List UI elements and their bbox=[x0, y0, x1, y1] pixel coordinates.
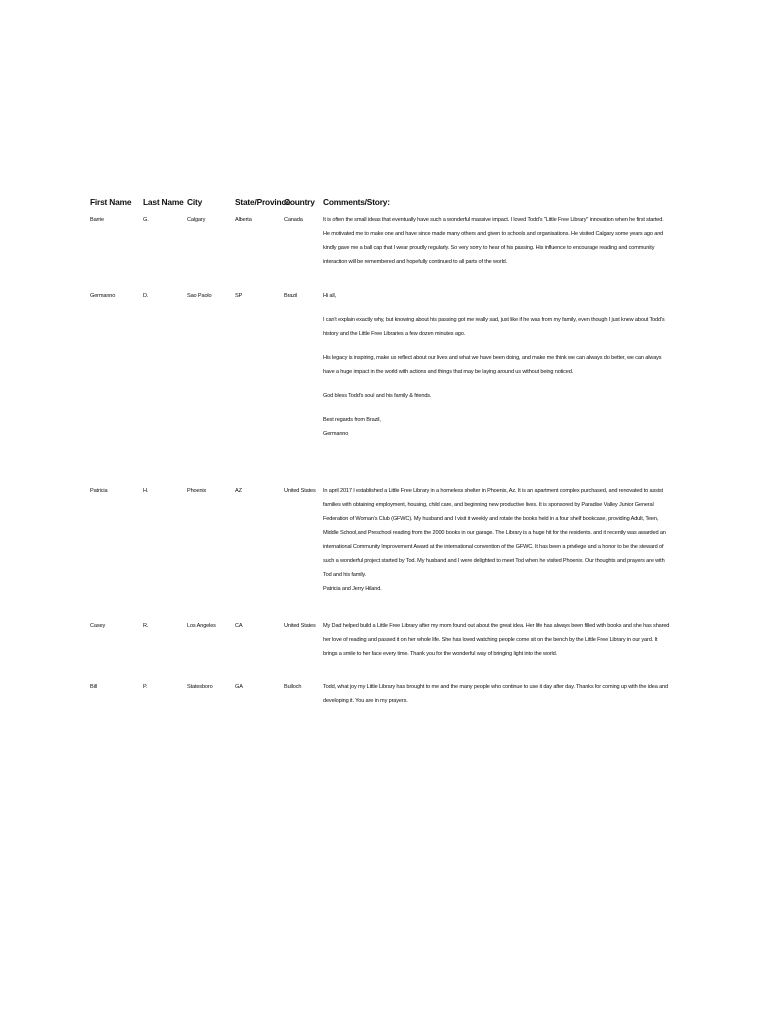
cell-state: SP bbox=[235, 293, 243, 299]
cell-comment bbox=[323, 289, 670, 441]
table-row bbox=[90, 680, 670, 720]
comment-paragraph: My Dad helped build a Little Free Library after my mom found out about the great idea. Her life has always been filled with books and she has shared her love of reading and passed it on her whole life. She has loved watching people come sit on the bench by the Little Free Library in our yard. It brings a smile to her face every time. Thank you for the wonderful way of bringing light into the world. bbox=[323, 623, 670, 657]
cell-country: Bulloch bbox=[284, 684, 302, 690]
cell-city: Calgary bbox=[187, 217, 206, 223]
cell-comment bbox=[323, 213, 670, 269]
cell-country: United States bbox=[284, 623, 316, 629]
comment-paragraph: I can't explain exactly why, but knowing about his passing got me really sad, just like if he was from my family, even though I just knew about Todd's history and the Little Free Libraries a few dozen minutes ago. bbox=[323, 317, 665, 337]
header-first-name: First Name bbox=[90, 197, 132, 207]
cell-last-name: D. bbox=[143, 293, 149, 299]
cell-comment bbox=[323, 484, 670, 596]
cell-state: CA bbox=[235, 623, 243, 629]
cell-country: Canada bbox=[284, 217, 303, 223]
comment-paragraph: God bless Todd's soul and his family & friends. bbox=[323, 393, 432, 399]
comment-paragraph: It is often the small ideas that eventually have such a wonderful massive impact. I loved Todd's "Little Free Library" innovation when he first started. He motivated me to make one and have since made many others and given to schools and organisations. He visited Calgary some years ago and kindly gave me a ball cap that I wear proudly regularly. So very sorry to hear of his passing. His influence to encourage reading and community interaction will be remembered and hopefully continued to all parts of the world. bbox=[323, 217, 664, 265]
cell-city: Statesboro bbox=[187, 684, 213, 690]
header-city: City bbox=[187, 197, 203, 207]
table-row bbox=[90, 484, 670, 619]
header-last-name: Last Name bbox=[143, 197, 184, 207]
table-row bbox=[90, 289, 670, 484]
cell-last-name: P. bbox=[143, 684, 148, 690]
header-comments: Comments/Story: bbox=[323, 197, 390, 207]
cell-last-name: R. bbox=[143, 623, 149, 629]
cell-country: United States bbox=[284, 488, 316, 494]
cell-first-name: Germanno bbox=[90, 293, 116, 299]
cell-state: GA bbox=[235, 684, 243, 690]
comment-paragraph: Best regards from Brazil, Germanno bbox=[323, 417, 381, 437]
header-state: State/Province bbox=[235, 197, 291, 207]
comments-table bbox=[90, 197, 670, 720]
cell-country: Brazil bbox=[284, 293, 298, 299]
cell-city: Los Angeles bbox=[187, 623, 216, 629]
cell-last-name: G. bbox=[143, 217, 149, 223]
table-row bbox=[90, 213, 670, 289]
cell-state: Alberta bbox=[235, 217, 252, 223]
cell-city: Phoenix bbox=[187, 488, 207, 494]
cell-first-name: Casey bbox=[90, 623, 106, 629]
cell-city: Sao Paolo bbox=[187, 293, 212, 299]
header-country: Country bbox=[284, 197, 315, 207]
cell-first-name: Patricia bbox=[90, 488, 108, 494]
comment-paragraph: In april 2017 I established a Little Free Library in a homeless shelter in Phoenix, Az. It is an apartment complex purchased, and renovated to assist families with obtaining employment, housing, child care, and beginning new productive lives. It is sponsored by Paradise Valley Junior General Federation of Woman's Club (GFWC). My husband and I visit it weekly and rotate the books held in a four shelf bookcase, providing Adult, Teen, Middle School,and Preschool reading from the 2000 books in our garage. The Library is a huge hit for the residents. and it recently was awarded an international Community Improvement Award at the international convention of the GFWC. It has been a privilege and a honor to be the steward of such a wonderful project started by Tod. My husband and I were delighted to meet Tod when he visited Phoenix. Our thoughts and prayers are with Tod and his family. Patricia and Jerry Hiland. bbox=[323, 488, 666, 592]
cell-first-name: Bill bbox=[90, 684, 97, 690]
table-header-row bbox=[90, 197, 670, 213]
cell-state: AZ bbox=[235, 488, 242, 494]
cell-first-name: Barrie bbox=[90, 217, 105, 223]
comment-paragraph: Todd, what joy my Little Library has brought to me and the many people who continue to use it day after day. Thanks for coming up with the idea and developing it. You are in my prayers. bbox=[323, 684, 668, 704]
cell-comment bbox=[323, 619, 670, 661]
comment-paragraph: Hi all, bbox=[323, 293, 336, 299]
table-row bbox=[90, 619, 670, 680]
cell-last-name: H. bbox=[143, 488, 149, 494]
comment-paragraph: His legacy is inspiring, make us reflect about our lives and what we have been doing, and make me think we can always do better, we can always have a huge impact in the world with actions and things that may be laying around us without being noticed. bbox=[323, 355, 662, 375]
cell-comment bbox=[323, 680, 670, 708]
